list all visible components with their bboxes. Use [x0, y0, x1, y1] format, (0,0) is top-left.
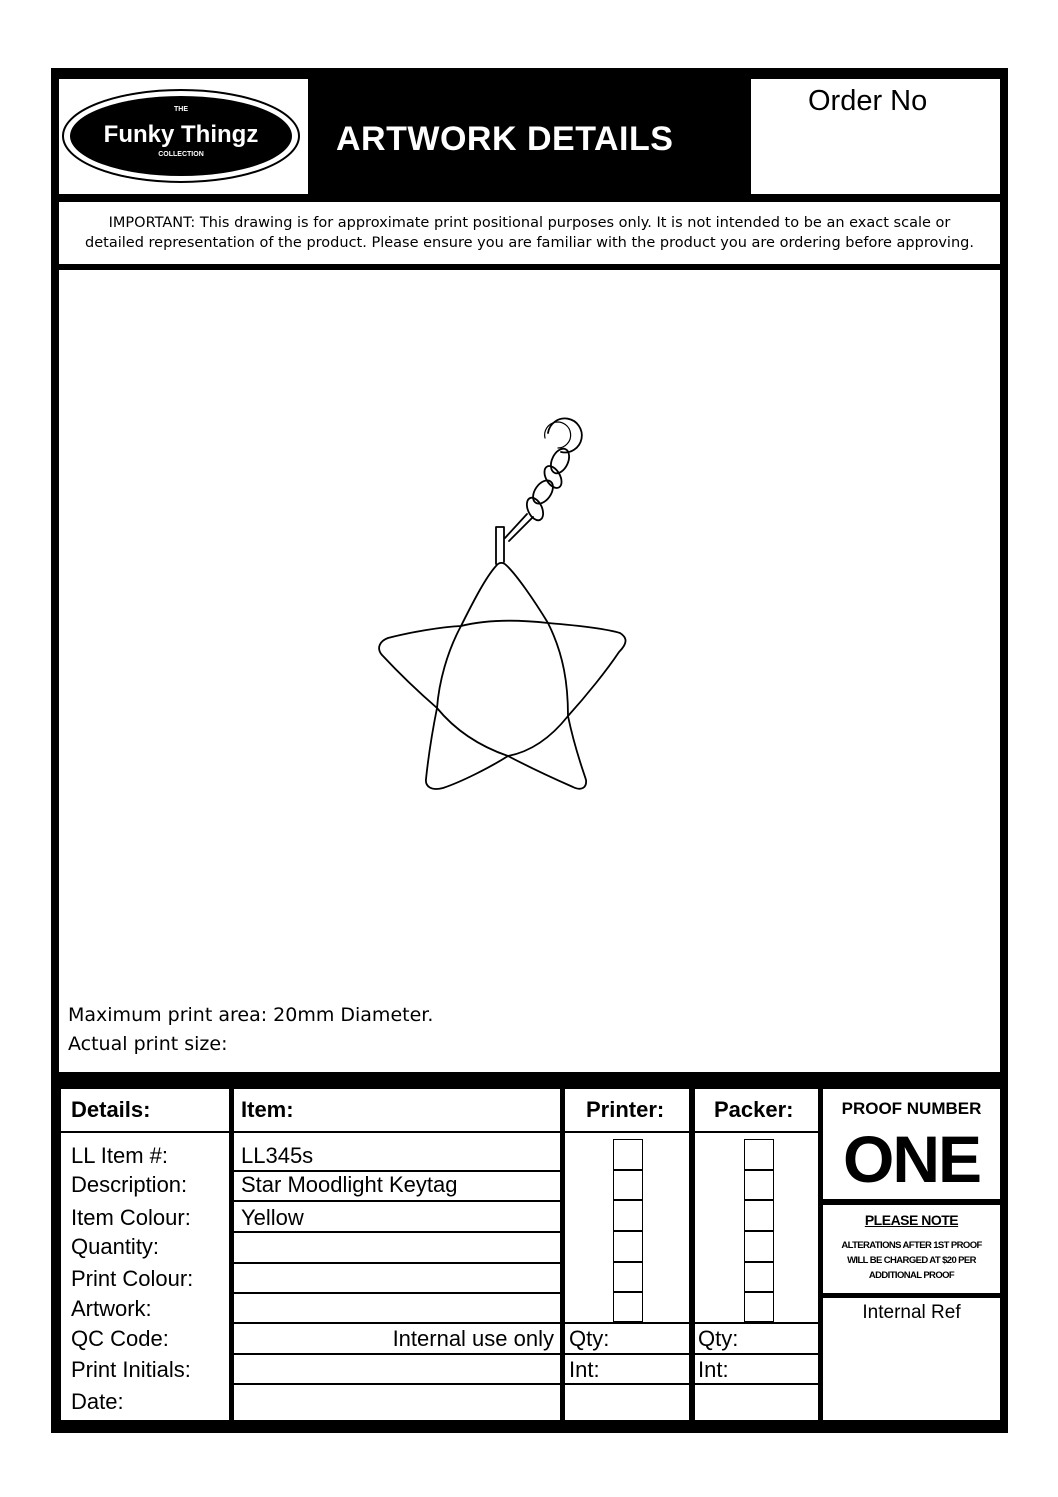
label-qc-code: QC Code: [71, 1326, 169, 1351]
please-note-title: PLEASE NOTE [864, 1212, 959, 1228]
printer-qty-label: Qty: [569, 1326, 610, 1351]
checkbox-divider [744, 1261, 774, 1263]
logo-main-text: Funky Thingz [103, 121, 259, 148]
proof-number-label: PROOF NUMBER [841, 1099, 982, 1118]
note-line-1: ALTERATIONS AFTER 1ST PROOF [841, 1240, 982, 1251]
checkbox-divider [613, 1230, 643, 1232]
drawing-area [59, 270, 1000, 1072]
checkbox-divider [613, 1169, 643, 1171]
header-divider [61, 1131, 818, 1133]
star-keytag-icon [59, 270, 1000, 1072]
checkbox-divider [613, 1199, 643, 1201]
please-note-text [823, 1238, 1000, 1283]
logo-panel [59, 79, 308, 194]
logo-bottom-text: COLLECTION [158, 151, 204, 158]
checkbox-divider [744, 1169, 774, 1171]
item-header: Item: [241, 1097, 294, 1122]
checkbox-divider [613, 1291, 643, 1293]
value-qc-code: Internal use only [392, 1326, 554, 1351]
label-date: Date: [71, 1389, 124, 1414]
row-line [234, 1383, 818, 1385]
label-print-initials: Print Initials: [71, 1357, 191, 1382]
important-notice [59, 202, 1000, 264]
item-column [234, 1089, 560, 1420]
packer-int-label: Int: [698, 1357, 729, 1382]
order-number-box[interactable] [751, 79, 1000, 194]
row-line [234, 1200, 560, 1202]
funky-thingz-logo [59, 79, 308, 194]
details-header: Details: [71, 1097, 151, 1122]
checkbox-divider [744, 1291, 774, 1293]
note-line-2: WILL BE CHARGED AT $20 PER [847, 1255, 976, 1266]
internal-ref-divider [823, 1293, 1000, 1298]
packer-header: Packer: [714, 1097, 794, 1122]
row-line [234, 1231, 560, 1233]
proof-number-value: ONE [842, 1122, 981, 1196]
printer-header: Printer: [586, 1097, 665, 1122]
row-line [234, 1262, 560, 1264]
notice-line-1: IMPORTANT: This drawing is for approximate print positional purposes only. It is not intended to be an exact scale or [108, 215, 951, 231]
page-title: ARTWORK DETAILS [336, 120, 674, 158]
row-line [234, 1322, 818, 1324]
order-no-label: Order No [808, 85, 928, 117]
value-ll-item[interactable]: LL345s [241, 1143, 314, 1168]
logo-top-text: THE [174, 106, 188, 113]
proof-divider [823, 1199, 1000, 1205]
value-description[interactable]: Star Moodlight Keytag [241, 1172, 458, 1197]
actual-print-size: Actual print size: [68, 1033, 228, 1055]
label-item-colour: Item Colour: [71, 1205, 191, 1230]
internal-ref-label: Internal Ref [862, 1302, 961, 1323]
label-print-colour: Print Colour: [71, 1266, 194, 1291]
max-print-area: Maximum print area: 20mm Diameter. [68, 1004, 434, 1026]
checkbox-divider [744, 1230, 774, 1232]
value-item-colour[interactable]: Yellow [241, 1205, 304, 1230]
label-description: Description: [71, 1172, 188, 1197]
checkbox-divider [613, 1261, 643, 1263]
notice-line-2: detailed representation of the product. Please ensure you are familiar with the product you are ordering before approving. [85, 235, 974, 251]
packer-qty-label: Qty: [698, 1326, 739, 1351]
label-artwork: Artwork: [71, 1296, 152, 1321]
note-line-3: ADDITIONAL PROOF [868, 1270, 955, 1281]
printer-int-label: Int: [569, 1357, 600, 1382]
label-ll-item: LL Item #: [71, 1143, 169, 1168]
label-quantity: Quantity: [71, 1234, 160, 1259]
row-line [234, 1353, 818, 1355]
row-line [234, 1292, 560, 1294]
checkbox-divider [744, 1199, 774, 1201]
